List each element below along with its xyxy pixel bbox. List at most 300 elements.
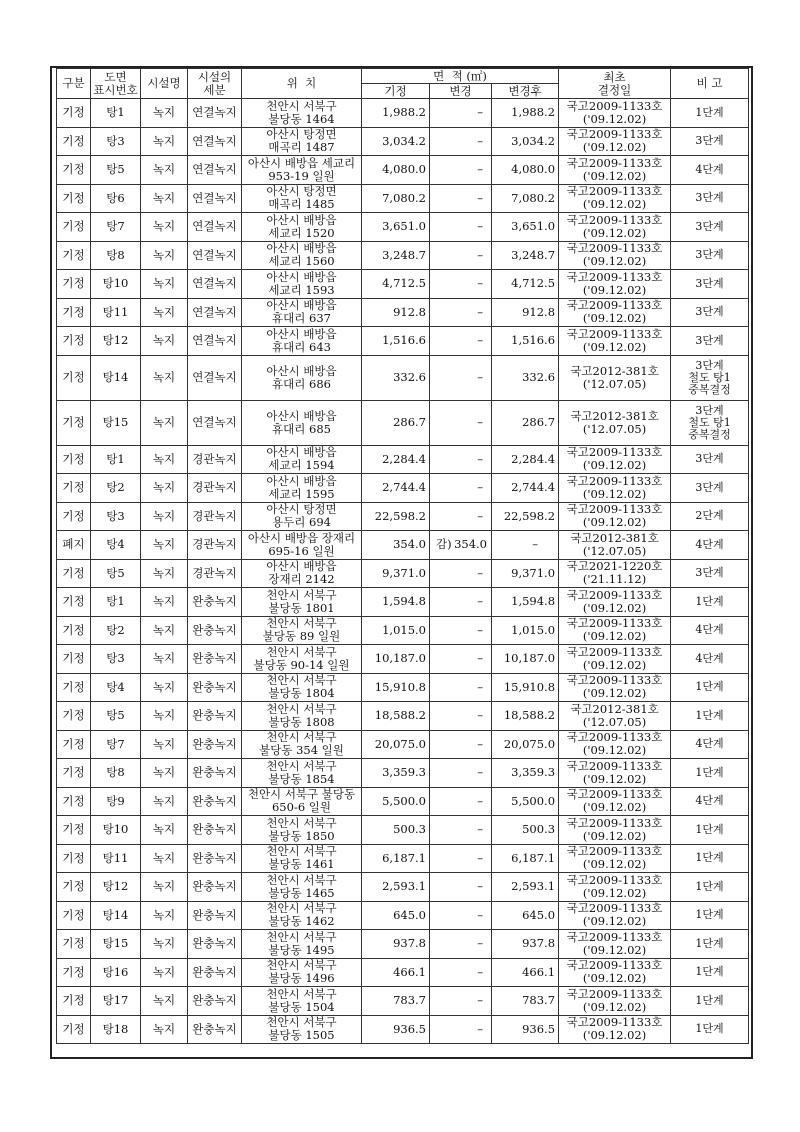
cell-location: 천안시 서북구 불당동 1801 xyxy=(242,588,362,617)
cell-area-existing: 1,516.6 xyxy=(362,327,430,356)
cell-facility: 녹지 xyxy=(141,616,188,645)
cell-type: 기정 xyxy=(57,355,91,400)
cell-type: 기정 xyxy=(57,270,91,299)
table-row xyxy=(57,930,749,959)
table-row xyxy=(57,502,749,531)
cell-decision: 국고2009-1133호 ('09.12.02) xyxy=(559,645,671,674)
cell-type: 기정 xyxy=(57,616,91,645)
cell-decision: 국고2009-1133호 ('09.12.02) xyxy=(559,987,671,1016)
cell-facility-detail: 완충녹지 xyxy=(188,673,242,702)
cell-location: 천안시 서북구 불당동 89 일원 xyxy=(242,616,362,645)
cell-location: 아산시 배방읍 세교리 1595 xyxy=(242,474,362,503)
table-row xyxy=(57,844,749,873)
cell-note: 3단계 철도 탕1 중복결정 xyxy=(671,400,749,445)
cell-facility-detail: 완충녹지 xyxy=(188,873,242,902)
cell-facility: 녹지 xyxy=(141,298,188,327)
cell-decision: 국고2009-1133호 ('09.12.02) xyxy=(559,270,671,299)
cell-note: 4단계 xyxy=(671,645,749,674)
cell-drawing-no: 탕2 xyxy=(91,616,141,645)
cell-decision: 국고2009-1133호 ('09.12.02) xyxy=(559,759,671,788)
cell-area-after: 20,075.0 xyxy=(492,730,559,759)
cell-drawing-no: 탕10 xyxy=(91,816,141,845)
cell-facility-detail: 연결녹지 xyxy=(188,156,242,185)
cell-drawing-no: 탕3 xyxy=(91,127,141,156)
table-row xyxy=(57,474,749,503)
cell-drawing-no: 탕18 xyxy=(91,1015,141,1044)
cell-facility: 녹지 xyxy=(141,987,188,1016)
cell-area-after: 4,080.0 xyxy=(492,156,559,185)
cell-area-after: 3,359.3 xyxy=(492,759,559,788)
cell-drawing-no: 탕5 xyxy=(91,559,141,588)
cell-location: 천안시 서북구 불당동 1504 xyxy=(242,987,362,1016)
cell-facility-detail: 연결녹지 xyxy=(188,99,242,128)
cell-area-existing: 332.6 xyxy=(362,355,430,400)
table-row xyxy=(57,645,749,674)
cell-facility: 녹지 xyxy=(141,400,188,445)
table-row xyxy=(57,958,749,987)
cell-type: 기정 xyxy=(57,184,91,213)
cell-decision: 국고2012-381호 ('12.07.05) xyxy=(559,355,671,400)
cell-location: 천안시 서북구 불당동 1850 xyxy=(242,816,362,845)
cell-facility: 녹지 xyxy=(141,816,188,845)
cell-type: 기정 xyxy=(57,445,91,474)
cell-note: 4단계 xyxy=(671,531,749,560)
cell-facility: 녹지 xyxy=(141,474,188,503)
cell-type: 기정 xyxy=(57,873,91,902)
cell-facility: 녹지 xyxy=(141,156,188,185)
cell-area-existing: 936.5 xyxy=(362,1015,430,1044)
cell-facility: 녹지 xyxy=(141,958,188,987)
cell-type: 기정 xyxy=(57,759,91,788)
cell-location: 아산시 배방읍 휴대리 643 xyxy=(242,327,362,356)
cell-note: 3단계 xyxy=(671,298,749,327)
cell-location: 아산시 배방읍 세교리 1560 xyxy=(242,241,362,270)
cell-location: 천안시 서북구 불당동 1495 xyxy=(242,930,362,959)
cell-area-existing: 20,075.0 xyxy=(362,730,430,759)
cell-facility: 녹지 xyxy=(141,270,188,299)
cell-area-existing: 1,594.8 xyxy=(362,588,430,617)
cell-decision: 국고2009-1133호 ('09.12.02) xyxy=(559,474,671,503)
cell-drawing-no: 탕14 xyxy=(91,901,141,930)
cell-note: 4단계 xyxy=(671,730,749,759)
cell-location: 천안시 서북구 불당동 1464 xyxy=(242,99,362,128)
cell-drawing-no: 탕15 xyxy=(91,400,141,445)
header-note: 비 고 xyxy=(671,69,749,99)
cell-area-after: 5,500.0 xyxy=(492,787,559,816)
table-row xyxy=(57,559,749,588)
cell-note: 1단계 xyxy=(671,844,749,873)
cell-note: 3단계 철도 탕1 중복결정 xyxy=(671,355,749,400)
cell-type: 기정 xyxy=(57,987,91,1016)
cell-type: 기정 xyxy=(57,156,91,185)
cell-facility-detail: 완충녹지 xyxy=(188,930,242,959)
cell-decision: 국고2009-1133호 ('09.12.02) xyxy=(559,156,671,185)
cell-facility: 녹지 xyxy=(141,759,188,788)
cell-drawing-no: 탕17 xyxy=(91,987,141,1016)
cell-facility: 녹지 xyxy=(141,531,188,560)
cell-facility-detail: 연결녹지 xyxy=(188,213,242,242)
cell-decision: 국고2009-1133호 ('09.12.02) xyxy=(559,588,671,617)
cell-note: 3단계 xyxy=(671,559,749,588)
header-area-change: 변경 xyxy=(430,84,492,99)
cell-area-change: – xyxy=(430,559,492,588)
cell-area-change: – xyxy=(430,816,492,845)
cell-location: 천안시 서북구 불당동 1462 xyxy=(242,901,362,930)
cell-type: 기정 xyxy=(57,298,91,327)
cell-note: 1단계 xyxy=(671,930,749,959)
cell-drawing-no: 탕2 xyxy=(91,474,141,503)
cell-type: 기정 xyxy=(57,958,91,987)
cell-note: 4단계 xyxy=(671,787,749,816)
cell-type: 기정 xyxy=(57,400,91,445)
cell-decision: 국고2009-1133호 ('09.12.02) xyxy=(559,930,671,959)
cell-decision: 국고2009-1133호 ('09.12.02) xyxy=(559,901,671,930)
cell-type: 기정 xyxy=(57,99,91,128)
cell-drawing-no: 탕16 xyxy=(91,958,141,987)
green-space-table xyxy=(56,68,749,1044)
cell-facility: 녹지 xyxy=(141,645,188,674)
table-row xyxy=(57,730,749,759)
cell-type: 기정 xyxy=(57,588,91,617)
cell-area-change xyxy=(430,531,492,560)
table-row xyxy=(57,400,749,445)
cell-facility: 녹지 xyxy=(141,787,188,816)
cell-area-existing: 2,744.4 xyxy=(362,474,430,503)
table-row xyxy=(57,156,749,185)
cell-drawing-no: 탕1 xyxy=(91,588,141,617)
cell-area-change: – xyxy=(430,930,492,959)
cell-note: 1단계 xyxy=(671,873,749,902)
cell-area-after: 2,284.4 xyxy=(492,445,559,474)
cell-type: 기정 xyxy=(57,901,91,930)
cell-area-existing: 4,712.5 xyxy=(362,270,430,299)
cell-type: 기정 xyxy=(57,844,91,873)
table-row xyxy=(57,1015,749,1044)
cell-area-after: 500.3 xyxy=(492,816,559,845)
cell-drawing-no: 탕7 xyxy=(91,213,141,242)
cell-decision: 국고2009-1133호 ('09.12.02) xyxy=(559,298,671,327)
cell-decision: 국고2009-1133호 ('09.12.02) xyxy=(559,127,671,156)
cell-location: 아산시 배방읍 세교리 1594 xyxy=(242,445,362,474)
cell-note: 3단계 xyxy=(671,327,749,356)
cell-type: 기정 xyxy=(57,787,91,816)
cell-decision: 국고2009-1133호 ('09.12.02) xyxy=(559,99,671,128)
cell-facility: 녹지 xyxy=(141,930,188,959)
cell-area-change: – xyxy=(430,588,492,617)
header-area-group: 면 적 (㎡) xyxy=(362,69,559,84)
cell-drawing-no: 탕8 xyxy=(91,241,141,270)
cell-location: 아산시 탕정면 매곡리 1487 xyxy=(242,127,362,156)
cell-facility-detail: 연결녹지 xyxy=(188,127,242,156)
cell-drawing-no: 탕12 xyxy=(91,873,141,902)
table-row xyxy=(57,901,749,930)
cell-note: 3단계 xyxy=(671,127,749,156)
cell-area-after: 18,588.2 xyxy=(492,702,559,731)
cell-location: 천안시 서북구 불당동 90-14 일원 xyxy=(242,645,362,674)
cell-drawing-no: 탕10 xyxy=(91,270,141,299)
table-row xyxy=(57,213,749,242)
table-row xyxy=(57,445,749,474)
cell-location: 아산시 배방읍 세교리 953-19 일원 xyxy=(242,156,362,185)
cell-area-existing: 3,248.7 xyxy=(362,241,430,270)
cell-drawing-no: 탕8 xyxy=(91,759,141,788)
cell-type: 기정 xyxy=(57,816,91,845)
cell-area-after: 1,015.0 xyxy=(492,616,559,645)
cell-area-existing: 15,910.8 xyxy=(362,673,430,702)
cell-decision: 국고2012-381호 ('12.07.05) xyxy=(559,531,671,560)
cell-area-existing: 937.8 xyxy=(362,930,430,959)
cell-facility-detail: 연결녹지 xyxy=(188,355,242,400)
cell-location: 아산시 탕정면 매곡리 1485 xyxy=(242,184,362,213)
cell-facility: 녹지 xyxy=(141,559,188,588)
cell-area-after: 6,187.1 xyxy=(492,844,559,873)
cell-area-existing: 3,651.0 xyxy=(362,213,430,242)
cell-facility-detail: 연결녹지 xyxy=(188,241,242,270)
cell-area-change: – xyxy=(430,156,492,185)
cell-area-change: – xyxy=(430,616,492,645)
cell-decision: 국고2009-1133호 ('09.12.02) xyxy=(559,873,671,902)
cell-area-change: – xyxy=(430,844,492,873)
cell-location: 천안시 서북구 불당동 1461 xyxy=(242,844,362,873)
cell-facility-detail: 연결녹지 xyxy=(188,270,242,299)
cell-area-change: – xyxy=(430,270,492,299)
cell-facility: 녹지 xyxy=(141,99,188,128)
table-row xyxy=(57,184,749,213)
cell-drawing-no: 탕4 xyxy=(91,673,141,702)
cell-area-existing: 2,593.1 xyxy=(362,873,430,902)
cell-area-after: 9,371.0 xyxy=(492,559,559,588)
cell-area-after: 332.6 xyxy=(492,355,559,400)
cell-type: 기정 xyxy=(57,730,91,759)
header-area-existing: 기정 xyxy=(362,84,430,99)
cell-note: 3단계 xyxy=(671,445,749,474)
cell-area-existing: 500.3 xyxy=(362,816,430,845)
table-row xyxy=(57,355,749,400)
cell-note: 1단계 xyxy=(671,588,749,617)
cell-facility: 녹지 xyxy=(141,241,188,270)
table-row xyxy=(57,759,749,788)
cell-drawing-no: 탕3 xyxy=(91,645,141,674)
cell-drawing-no: 탕1 xyxy=(91,99,141,128)
cell-area-after: 466.1 xyxy=(492,958,559,987)
table-row xyxy=(57,873,749,902)
cell-location: 천안시 서북구 불당동 650-6 일원 xyxy=(242,787,362,816)
header-facility: 시설명 xyxy=(141,69,188,99)
cell-area-existing: 6,187.1 xyxy=(362,844,430,873)
cell-facility: 녹지 xyxy=(141,844,188,873)
cell-note: 1단계 xyxy=(671,702,749,731)
cell-facility: 녹지 xyxy=(141,502,188,531)
cell-location: 아산시 배방읍 세교리 1520 xyxy=(242,213,362,242)
cell-area-change: – xyxy=(430,730,492,759)
cell-drawing-no: 탕5 xyxy=(91,156,141,185)
cell-area-after: – xyxy=(492,531,559,560)
cell-area-after: 22,598.2 xyxy=(492,502,559,531)
cell-facility-detail: 경관녹지 xyxy=(188,531,242,560)
cell-area-change: – xyxy=(430,958,492,987)
cell-area-after: 1,988.2 xyxy=(492,99,559,128)
cell-facility: 녹지 xyxy=(141,355,188,400)
cell-area-change: – xyxy=(430,759,492,788)
cell-note: 1단계 xyxy=(671,987,749,1016)
cell-drawing-no: 탕1 xyxy=(91,445,141,474)
cell-facility-detail: 완충녹지 xyxy=(188,730,242,759)
cell-decision: 국고2009-1133호 ('09.12.02) xyxy=(559,616,671,645)
cell-facility-detail: 연결녹지 xyxy=(188,327,242,356)
cell-area-existing: 3,034.2 xyxy=(362,127,430,156)
cell-area-change: – xyxy=(430,241,492,270)
header-drawing-no: 도면 표시번호 xyxy=(91,69,141,99)
cell-location: 천안시 서북구 불당동 1804 xyxy=(242,673,362,702)
cell-location: 천안시 서북구 불당동 1496 xyxy=(242,958,362,987)
cell-facility: 녹지 xyxy=(141,1015,188,1044)
cell-area-change: – xyxy=(430,873,492,902)
cell-note: 1단계 xyxy=(671,901,749,930)
cell-decision: 국고2009-1133호 ('09.12.02) xyxy=(559,327,671,356)
cell-area-existing: 783.7 xyxy=(362,987,430,1016)
header-location: 위 치 xyxy=(242,69,362,99)
cell-location: 아산시 배방읍 휴대리 637 xyxy=(242,298,362,327)
cell-facility: 녹지 xyxy=(141,702,188,731)
cell-area-change: – xyxy=(430,400,492,445)
cell-location: 천안시 서북구 불당동 1465 xyxy=(242,873,362,902)
cell-location: 아산시 배방읍 장재리 2142 xyxy=(242,559,362,588)
table-header xyxy=(57,69,749,99)
cell-facility-detail: 완충녹지 xyxy=(188,616,242,645)
cell-area-existing: 4,080.0 xyxy=(362,156,430,185)
cell-note: 1단계 xyxy=(671,816,749,845)
cell-facility-detail: 완충녹지 xyxy=(188,702,242,731)
cell-facility-detail: 완충녹지 xyxy=(188,844,242,873)
cell-drawing-no: 탕4 xyxy=(91,531,141,560)
cell-drawing-no: 탕15 xyxy=(91,930,141,959)
cell-area-change: – xyxy=(430,127,492,156)
cell-location: 아산시 배방읍 장재리 695-16 일원 xyxy=(242,531,362,560)
cell-decision: 국고2009-1133호 ('09.12.02) xyxy=(559,730,671,759)
cell-note: 4단계 xyxy=(671,156,749,185)
cell-facility: 녹지 xyxy=(141,327,188,356)
cell-facility: 녹지 xyxy=(141,588,188,617)
cell-facility: 녹지 xyxy=(141,213,188,242)
cell-drawing-no: 탕3 xyxy=(91,502,141,531)
cell-area-change: – xyxy=(430,901,492,930)
table-row xyxy=(57,531,749,560)
cell-location: 아산시 배방읍 세교리 1593 xyxy=(242,270,362,299)
cell-type: 기정 xyxy=(57,127,91,156)
header-facility-detail: 시설의 세분 xyxy=(188,69,242,99)
cell-area-after: 912.8 xyxy=(492,298,559,327)
cell-area-change: – xyxy=(430,787,492,816)
cell-note: 3단계 xyxy=(671,184,749,213)
table-row xyxy=(57,673,749,702)
cell-area-existing: 1,015.0 xyxy=(362,616,430,645)
cell-facility-detail: 완충녹지 xyxy=(188,901,242,930)
cell-area-after: 10,187.0 xyxy=(492,645,559,674)
cell-note: 1단계 xyxy=(671,673,749,702)
cell-decision: 국고2021-1220호 ('21.11.12) xyxy=(559,559,671,588)
cell-type: 폐지 xyxy=(57,531,91,560)
cell-area-change: – xyxy=(430,355,492,400)
cell-area-existing: 7,080.2 xyxy=(362,184,430,213)
cell-facility: 녹지 xyxy=(141,184,188,213)
cell-facility: 녹지 xyxy=(141,127,188,156)
cell-facility-detail: 경관녹지 xyxy=(188,502,242,531)
cell-note: 1단계 xyxy=(671,958,749,987)
change-value: 354.0 xyxy=(454,537,487,552)
cell-area-after: 2,744.4 xyxy=(492,474,559,503)
change-prefix: 감) xyxy=(436,537,452,552)
cell-facility-detail: 연결녹지 xyxy=(188,298,242,327)
cell-area-after: 1,516.6 xyxy=(492,327,559,356)
cell-area-after: 7,080.2 xyxy=(492,184,559,213)
table-row xyxy=(57,816,749,845)
cell-type: 기정 xyxy=(57,559,91,588)
table-row xyxy=(57,99,749,128)
cell-area-after: 1,594.8 xyxy=(492,588,559,617)
cell-area-after: 783.7 xyxy=(492,987,559,1016)
cell-location: 아산시 탕정면 용두리 694 xyxy=(242,502,362,531)
cell-decision: 국고2009-1133호 ('09.12.02) xyxy=(559,816,671,845)
cell-decision: 국고2009-1133호 ('09.12.02) xyxy=(559,787,671,816)
table-row xyxy=(57,241,749,270)
cell-area-after: 936.5 xyxy=(492,1015,559,1044)
cell-area-existing: 3,359.3 xyxy=(362,759,430,788)
cell-type: 기정 xyxy=(57,1015,91,1044)
table-row xyxy=(57,588,749,617)
cell-facility: 녹지 xyxy=(141,901,188,930)
cell-area-existing: 18,588.2 xyxy=(362,702,430,731)
cell-drawing-no: 탕11 xyxy=(91,298,141,327)
table-row xyxy=(57,702,749,731)
cell-area-existing: 466.1 xyxy=(362,958,430,987)
cell-facility: 녹지 xyxy=(141,673,188,702)
cell-area-change: – xyxy=(430,99,492,128)
cell-facility-detail: 완충녹지 xyxy=(188,759,242,788)
cell-area-change: – xyxy=(430,987,492,1016)
cell-note: 2단계 xyxy=(671,502,749,531)
cell-area-existing: 22,598.2 xyxy=(362,502,430,531)
cell-facility: 녹지 xyxy=(141,730,188,759)
table-row xyxy=(57,298,749,327)
cell-type: 기정 xyxy=(57,645,91,674)
cell-location: 아산시 배방읍 휴대리 685 xyxy=(242,400,362,445)
cell-area-after: 3,248.7 xyxy=(492,241,559,270)
cell-drawing-no: 탕6 xyxy=(91,184,141,213)
cell-area-change: – xyxy=(430,502,492,531)
cell-drawing-no: 탕5 xyxy=(91,702,141,731)
cell-note: 3단계 xyxy=(671,213,749,242)
cell-type: 기정 xyxy=(57,327,91,356)
cell-facility-detail: 완충녹지 xyxy=(188,958,242,987)
cell-area-existing: 5,500.0 xyxy=(362,787,430,816)
cell-drawing-no: 탕9 xyxy=(91,787,141,816)
cell-drawing-no: 탕14 xyxy=(91,355,141,400)
cell-note: 3단계 xyxy=(671,241,749,270)
cell-area-change: – xyxy=(430,327,492,356)
cell-area-after: 937.8 xyxy=(492,930,559,959)
cell-location: 천안시 서북구 불당동 1505 xyxy=(242,1015,362,1044)
cell-note: 4단계 xyxy=(671,616,749,645)
cell-location: 천안시 서북구 불당동 1808 xyxy=(242,702,362,731)
cell-area-change: – xyxy=(430,673,492,702)
cell-type: 기정 xyxy=(57,702,91,731)
header-decision: 최초 결정일 xyxy=(559,69,671,99)
cell-drawing-no: 탕11 xyxy=(91,844,141,873)
cell-area-change: – xyxy=(430,298,492,327)
cell-location: 아산시 배방읍 휴대리 686 xyxy=(242,355,362,400)
cell-facility-detail: 연결녹지 xyxy=(188,400,242,445)
cell-area-existing: 9,371.0 xyxy=(362,559,430,588)
